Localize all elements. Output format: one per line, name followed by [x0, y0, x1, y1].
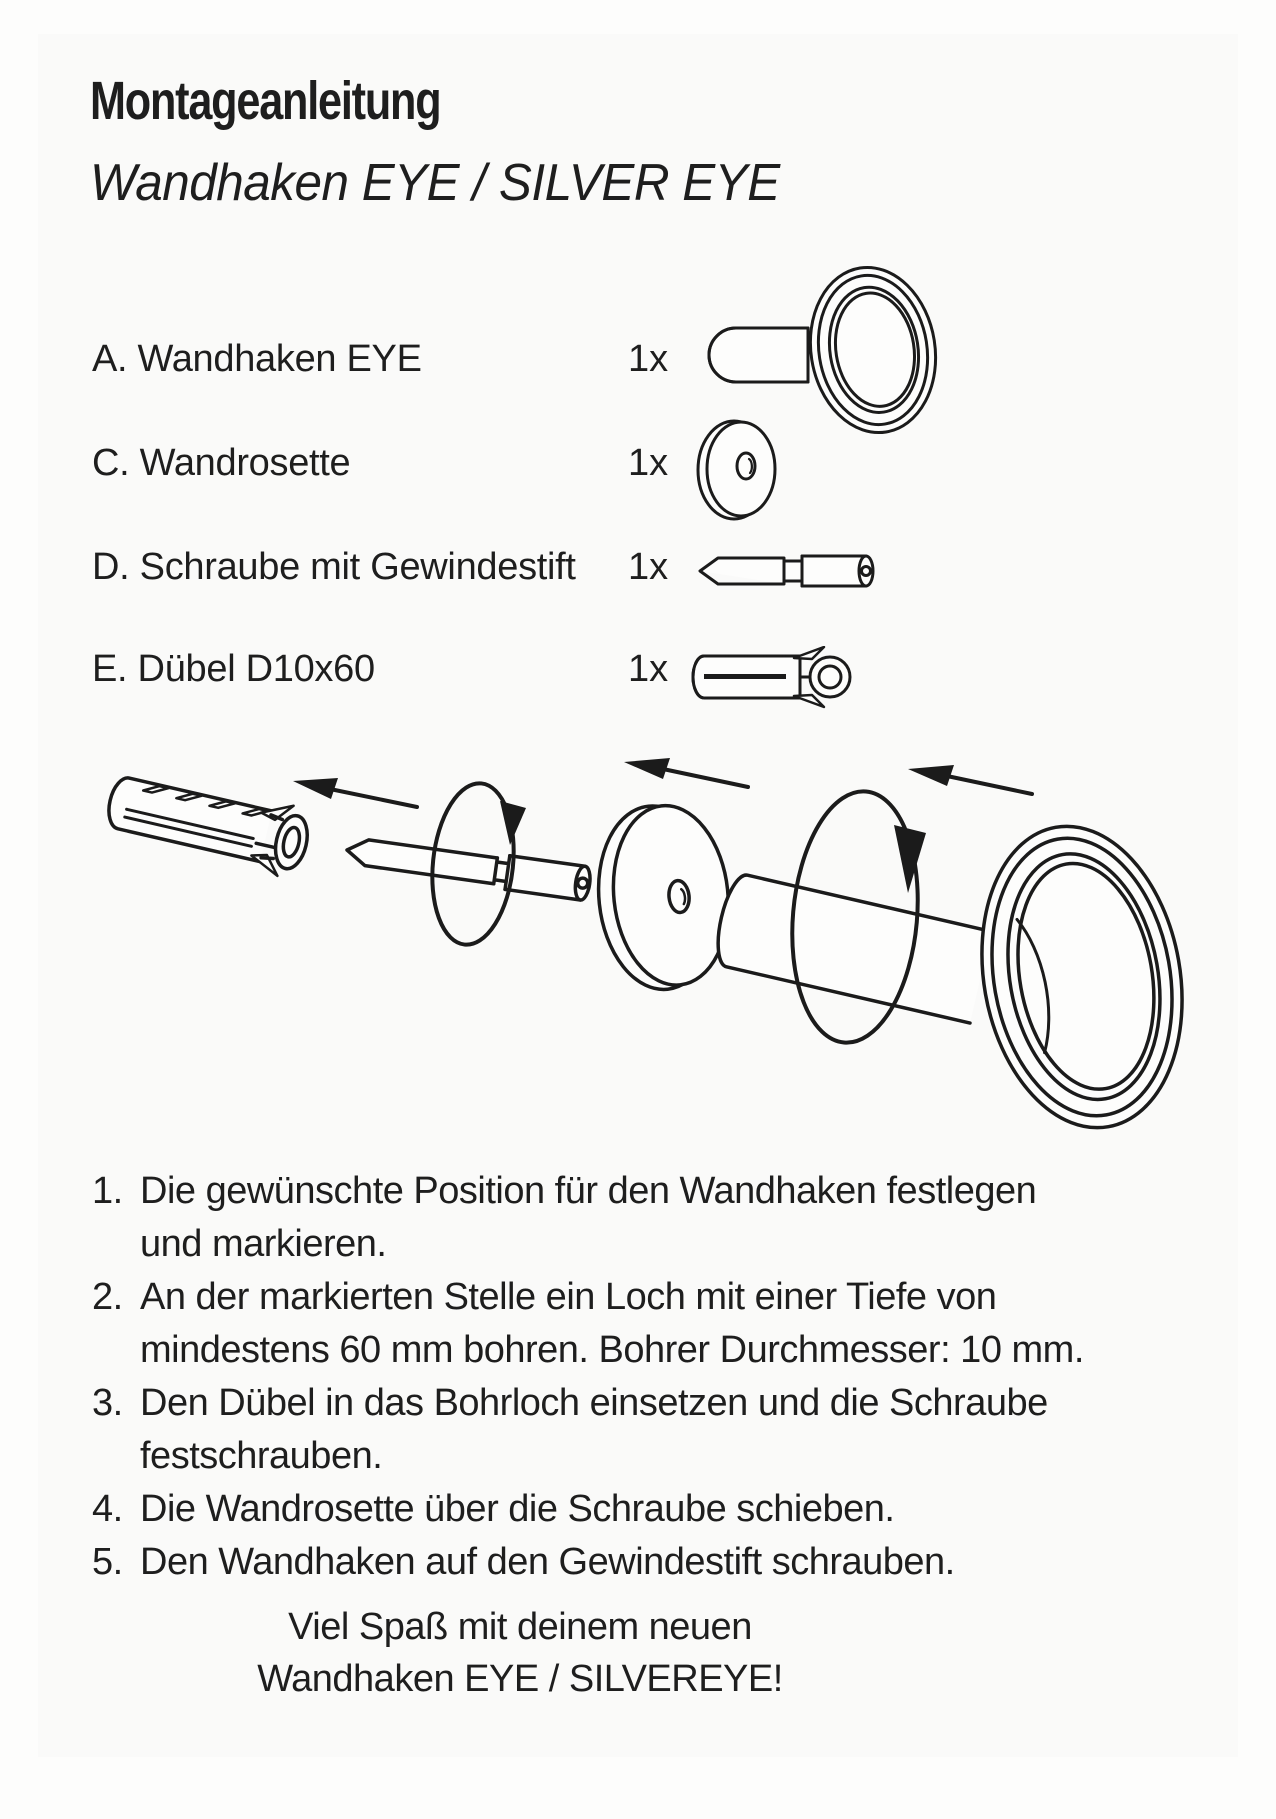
- instruction-step-3-cont: [0, 1435, 1276, 1488]
- closing-line-2: Wandhaken EYE / SILVEREYE!: [257, 1658, 783, 1700]
- instruction-step-1-cont: [0, 1223, 1276, 1276]
- hook-eye-ring: [799, 258, 947, 441]
- part-label-c: C. Wandrosette: [92, 442, 351, 484]
- part-label-a: A. Wandhaken EYE: [92, 338, 422, 380]
- step-text: Die gewünschte Position für den Wandhaken festlegen: [140, 1170, 1037, 1212]
- diagram-wall-plug: [102, 765, 314, 880]
- part-qty-d: 1x: [628, 546, 669, 588]
- closing-line-1: Viel Spaß mit deinem neuen: [288, 1606, 752, 1648]
- part-qty-a: 1x: [628, 338, 669, 380]
- instruction-step-5: [0, 1541, 1276, 1594]
- instruction-step-4: [0, 1488, 1276, 1541]
- instruction-step-1: [0, 1170, 1276, 1223]
- instruction-step-2: [0, 1276, 1276, 1329]
- wall-rosette-icon: [694, 418, 786, 522]
- instruction-step-2-cont: [0, 1329, 1276, 1382]
- diagram-hook-stem: [711, 872, 991, 1023]
- step-text: und markieren.: [140, 1223, 387, 1265]
- step-text: festschrauben.: [140, 1435, 383, 1477]
- part-label-d: D. Schraube mit Gewindestift: [92, 546, 576, 588]
- step-text: Den Dübel in das Bohrloch einsetzen und die Schraube: [140, 1382, 1048, 1424]
- page-title: Montageanleitung: [90, 71, 441, 131]
- part-qty-e: 1x: [628, 648, 669, 690]
- step-text: An der markierten Stelle ein Loch mit einer Tiefe von: [140, 1276, 997, 1318]
- insert-arrow-right: [908, 765, 1032, 794]
- part-label-e: E. Dübel D10x60: [92, 648, 375, 690]
- step-text: Die Wandrosette über die Schraube schieben.: [140, 1488, 895, 1530]
- page-subtitle: Wandhaken EYE / SILVER EYE: [90, 154, 780, 212]
- closing-message: [140, 1601, 900, 1705]
- diagram-hook-ring: [959, 810, 1205, 1143]
- insert-arrow-middle: [624, 758, 748, 787]
- diagram-screw: [345, 833, 592, 901]
- step-text: mindestens 60 mm bohren. Bohrer Durchmesser: 10 mm.: [140, 1329, 1084, 1371]
- screw-threaded-pin-icon: [696, 548, 888, 594]
- plug-slot: [704, 674, 786, 679]
- insert-arrow-left: [293, 778, 417, 807]
- step-number: 1.: [92, 1170, 123, 1212]
- diagram-rosette: [590, 799, 738, 995]
- exploded-assembly-diagram: [80, 745, 1220, 1150]
- step-number: 3.: [92, 1382, 123, 1424]
- wall-plug-icon: [688, 646, 860, 710]
- step-number: 4.: [92, 1488, 123, 1530]
- step-number: 5.: [92, 1541, 123, 1583]
- part-qty-c: 1x: [628, 442, 669, 484]
- step-number: 2.: [92, 1276, 123, 1318]
- step-text: Den Wandhaken auf den Gewindestift schrauben.: [140, 1541, 955, 1583]
- instruction-step-3: [0, 1382, 1276, 1435]
